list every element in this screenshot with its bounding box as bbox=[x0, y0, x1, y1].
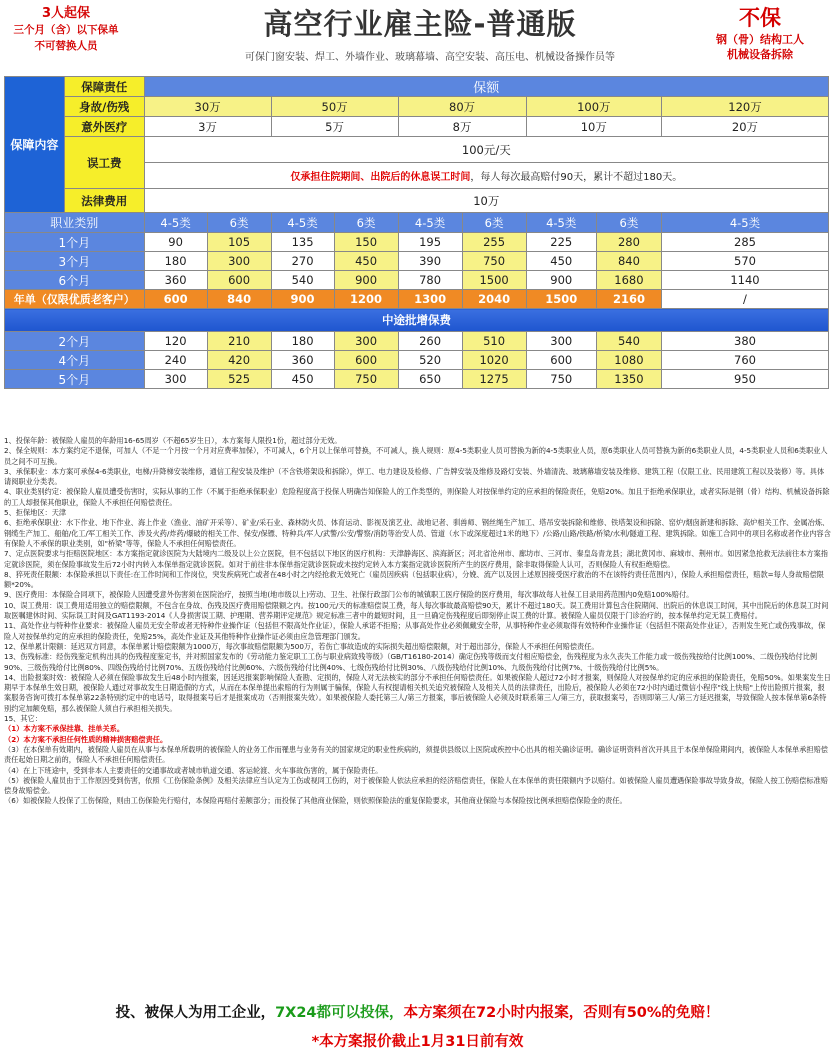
table-row bbox=[5, 370, 829, 389]
price-cell: 270 bbox=[271, 252, 334, 271]
medical-amount-2: 5万 bbox=[271, 117, 398, 137]
table-row bbox=[5, 332, 829, 351]
price-cell: 525 bbox=[207, 370, 271, 389]
price-cell: 260 bbox=[398, 332, 462, 351]
medical-amount-1: 3万 bbox=[144, 117, 271, 137]
price-cell: 135 bbox=[271, 233, 334, 252]
period-label: 3个月 bbox=[5, 252, 145, 271]
note-item: 6、拒绝承保职业：水下作业、地下作业、海上作业（渔业、油矿开采等）、矿业/采石业、森林防火员、体育运动、影视及演艺业、战地记者、驯兽师、钢丝绳生产加工、塔吊安装拆除和维修、铁塔架设和拆除、窑炉/烟囱新建和拆除、高炉相关工作、金属冶炼、钢缆生产加工、船舶/化工/军工相关工作、涉及火药/炸药/爆破的相关工作、保安/保镖、特种兵/军人/武警/公安/警察/消防等治安人员、管道（水下或深度超过1米的地下）/公路/山路/铁路/桥梁/水利/隧道工程、建筑拆除。如施工合同中的项目名称或者作业内容含有保险人不承保的职业类别，如"桥梁"等等，保险人不承担任何赔偿责任。 bbox=[4, 518, 831, 548]
page-title: 高空行业雇主险-普通版 bbox=[263, 7, 577, 41]
price-cell: 300 bbox=[334, 332, 398, 351]
annual-price-cell: 840 bbox=[207, 290, 271, 309]
price-cell: 540 bbox=[271, 271, 334, 290]
price-cell: 450 bbox=[271, 370, 334, 389]
price-cell: 1680 bbox=[596, 271, 661, 290]
period-label: 2个月 bbox=[5, 332, 145, 351]
lost-wage-note-red: 仅承担住院期间、出院后的休息误工时间 bbox=[290, 172, 471, 183]
footer-notice bbox=[0, 1001, 835, 1022]
price-cell: 360 bbox=[271, 351, 334, 370]
note-item: 14、出险报案时效：被保险人必须在保险事故发生后48小时内报案，因延迟报案影响保险人查勘、定损的，保险人对无法核实的部分不承担任何赔偿责任。如果被保险人超过72小时才报案，则保险人对按保单约定的应承担的保险责任，免赔50%。如果案发生日期早于本保单生效日期，被保险人通过对事故发生日期造假的方式，从而在本保单提出索赔的行为则属于骗保，保险人有权提请相关机关追究被保险人及相关人员的法律责任，出险后，被保险人必须在72小时内通过微信小程序"线上快赔"上传出险照片报案，报案服务咨询可拨打本保单第22条特别约定中的电话号，取得报案号后才是报案成功（否则报案失效）。如果被保险人委托第三人/第三方报案，事后被保险人必须及时联系第三人/第三方，获取报案号，否则即第三人/第三方延迟报案，导致保险人按本保单第6条特别约定加额免赔，那么被保险人须自行承担相关损失。 bbox=[4, 672, 831, 713]
note-item: 4、职业类别约定：被保险人雇员遭受伤害时，实际从事的工作（不属于拒绝承保职业）危险程度高于投保人明确告知保险人的工作类型的，则保险人对按保单约定的应承担的保险责任，免赔20%。加且于拒绝承保职业，或者实际是钢（骨）结构、机械设备拆除的工人却报保其他职业，保险人不承担任何赔偿责任。 bbox=[4, 487, 830, 507]
price-cell: 900 bbox=[334, 271, 398, 290]
price-cell: 300 bbox=[207, 252, 271, 271]
annual-price-cell: 1500 bbox=[526, 290, 596, 309]
note-item: 12、保单累计限额：延迟双方同意，本保单累计赔偿限额为1000万，每次事故赔偿限额为500万，若伤亡事故造成的实际损失超出赔偿限额，对于超出部分，保险人不承担任何赔偿责任。 bbox=[4, 641, 599, 651]
annual-price-cell: / bbox=[661, 290, 828, 309]
price-cell: 750 bbox=[462, 252, 526, 271]
note-item: 5、拒保地区：天津 bbox=[4, 508, 67, 518]
price-cell: 760 bbox=[661, 351, 828, 370]
legal-fee-value: 10万 bbox=[144, 189, 828, 213]
note-item: （1）本方案不承保挂靠、挂单关系。 bbox=[4, 724, 125, 734]
legal-fee-label: 法律费用 bbox=[64, 189, 144, 213]
price-cell: 600 bbox=[526, 351, 596, 370]
note-item: 10、误工费用：误工费用适用独立的赔偿限额，不包含在身故、伤残及医疗费用赔偿限额之内。按100元/天的标准赔偿误工费，每人每次事故最高赔偿90天，累计不超过180天。误工费用计算包含住院期间、出院后的休息误工时间，其中出院后的休息误工时间取医嘱建休时间、实际误工时间及GAT1193-2014《人身损害误工期、护理期、营养期评定规范》规定标准三者中的最短时间，且一旦确定伤残程度后即刻停止误工费的计算。被保险人雇员仅限于门诊治疗的，按本保单约定无误工费赔付。 bbox=[4, 600, 829, 621]
table-row bbox=[5, 351, 829, 370]
price-cell: 150 bbox=[334, 233, 398, 252]
death-amount-4: 100万 bbox=[526, 97, 661, 117]
price-cell: 750 bbox=[334, 370, 398, 389]
note-item: 13、伤残标准：经伤残鉴定机构出具的伤残程度鉴定书，并对照国家发布的《劳动能力鉴定职工工伤与职业病致残等级》（GB/T16180-2014）确定伤残等级而支付相应赔偿金，伤残程度为永久丧失工作能力或一级伤残按给付比例100%、二级伤残给付比例90%、三级伤残给付比例80%、四级伤残给付比例70%、五级伤残给付比例60%、六级伤残给付比例40%、七级伤残给付比例30%、八级伤残给付比例10%、九级伤残给付比例7%、十级伤残给付比例5%。 bbox=[4, 652, 818, 672]
annual-price-cell: 1300 bbox=[398, 290, 462, 309]
lost-wage-note-rest: ，每人每次最高赔付90天，累计不超过180天。 bbox=[470, 172, 683, 183]
annual-price-cell: 1200 bbox=[334, 290, 398, 309]
header-left-conditions bbox=[6, 6, 126, 54]
note-item: 2、保全规则：本方案约定不退保，可加人（不足一个月按一个月对应费率加保），不可减人，6个月以上保单可替换，不可减人，换人规则：原4-5类职业人员可替换为新的4-5类职业人员，原6类职业人员可替换为新的6类职业人员，4-5类职业人员和6类职业人员之间不可互换。 bbox=[4, 446, 828, 466]
price-cell: 180 bbox=[271, 332, 334, 351]
price-cell: 180 bbox=[144, 252, 207, 271]
note-item: （3）在本保单有效期内，被保险人雇员在从事与本保单所载明的被保险人的业务工作而罹患与业务有关的国家规定的职业性疾病的，须提供县级以上医院或疾控中心出具的相关确诊证明。确诊证明资料首次开具且于本保单保险期间内，被保险人本保单承担赔偿责任起始日期之前的，保险人不承担任何赔偿责任。 bbox=[4, 744, 828, 765]
short-policy-label: 三个月（含）以下保单 bbox=[13, 24, 119, 36]
table-row bbox=[5, 252, 829, 271]
min-people-label: 3人起保 bbox=[41, 6, 91, 21]
note-item: 11、高处作业与特种作业要求：被保险人雇员无安全带或者无特种作业操作证（包括但不限高处作业证），保险人承诺不拒赔；从事高处作业必须佩戴安全带，从事特种作业必须取得有效特种作业操作证（包括但不限高处作业证），否则发生死亡或伤残事故，保险人对按保单约定的应承担的保险责任，免赔25%，高处作业证及其他特种作业操作证必须由应急管理部门颁发。 bbox=[4, 621, 826, 641]
pricing-table bbox=[4, 76, 829, 389]
price-cell: 1140 bbox=[661, 271, 828, 290]
footer-24h-note: 7X24都可以投保， bbox=[275, 1005, 404, 1021]
amount-header: 保额 bbox=[144, 77, 828, 97]
note-item: 7、定点医院要求与拒赔医院地区：本方案指定就诊医院为大陆境内二级及以上公立医院，但不包括以下地区的医疗机构：天津静海区、滨海新区；河北省沧州市、廊坊市、三河市、秦皇岛青龙县；湖北黄冈市、麻城市、荆州市。如因紧急抢救无法前往本方案指定就诊医院，须在保险事故发生后72小时内转入本保单指定就诊医院。如对于前往非本保单指定就诊医院或未按约定转入本方案指定就诊医院所产生的医疗费用，除非取得保险人认可，否则保险人有权拒绝赔偿。 bbox=[4, 549, 828, 569]
midterm-title: 中途批增保费 bbox=[5, 309, 829, 332]
price-cell: 255 bbox=[462, 233, 526, 252]
not-covered-label: 不保 bbox=[739, 6, 781, 30]
price-cell: 300 bbox=[144, 370, 207, 389]
note-item: 8、猝死责任限额：本保险承担以下责任:在工作时间和工作岗位，突发疾病死亡或者在48小时之内经抢救无效死亡（雇员因疾病（包括职业病），分娩、流产以及因上述原因接受医疗救治的不在该特约责任范围内），保险人承担赔偿责任，赔款=每人身故赔偿限额*20%。 bbox=[4, 569, 824, 590]
price-cell: 240 bbox=[144, 351, 207, 370]
note-item: 3、承保职业：本方案可承保4-6类职业，电梯/升降梯安装维修，通信工程安装及维护（不含铁塔架设和拆除），焊工、电力建设及检修、广告牌安装及维修及路灯安装、外墙清洗、玻璃幕墙安装及维修、建筑工程（仅限工业、民用建筑工程以及装修）等。具体请阅职业分类表。 bbox=[4, 466, 825, 487]
class-header: 4-5类 bbox=[271, 213, 334, 233]
price-cell: 285 bbox=[661, 233, 828, 252]
price-cell: 360 bbox=[144, 271, 207, 290]
note-item: （4）在上下班途中，受到非本人主要责任的交通事故或者城市轨道交通、客运轮渡、火车事故伤害的，属于保险责任。 bbox=[4, 765, 383, 775]
death-amount-5: 120万 bbox=[661, 97, 828, 117]
death-amount-3: 80万 bbox=[398, 97, 526, 117]
price-cell: 1080 bbox=[596, 351, 661, 370]
annual-label: 年单（仅限优质老客户） bbox=[5, 290, 145, 309]
table-row bbox=[5, 271, 829, 290]
price-cell: 900 bbox=[526, 271, 596, 290]
class-header: 6类 bbox=[462, 213, 526, 233]
price-cell: 210 bbox=[207, 332, 271, 351]
period-label: 4个月 bbox=[5, 351, 145, 370]
table-row bbox=[5, 290, 829, 309]
annual-price-cell: 2160 bbox=[596, 290, 661, 309]
price-cell: 520 bbox=[398, 351, 462, 370]
period-label: 6个月 bbox=[5, 271, 145, 290]
note-item: （5）被保险人雇员由于工作原因受到伤害，依照《工伤保险条例》及相关法律应当认定为工伤或视同工伤的，对于被保险人依法应承担的经济赔偿责任，保险人在本保单的责任限额内予以赔付。如被保险人雇员遭遇保险事故导致身故，保险人按工伤赔偿标准赔偿身故赔偿金。 bbox=[4, 775, 828, 796]
price-cell: 780 bbox=[398, 271, 462, 290]
excluded-job-1: 钢（骨）结构工人 bbox=[716, 33, 804, 46]
annual-price-cell: 900 bbox=[271, 290, 334, 309]
price-cell: 540 bbox=[596, 332, 661, 351]
price-cell: 650 bbox=[398, 370, 462, 389]
death-amount-1: 30万 bbox=[144, 97, 271, 117]
header bbox=[0, 0, 835, 70]
medical-amount-3: 8万 bbox=[398, 117, 526, 137]
footer-report-warning: 本方案须在72小时内报案，否则有50%的免赔！ bbox=[403, 1005, 720, 1021]
note-item: （2）本方案不承担任何性质的精神损害赔偿责任。 bbox=[4, 734, 168, 744]
lost-wage-label: 误工费 bbox=[64, 137, 144, 189]
price-cell: 1020 bbox=[462, 351, 526, 370]
price-cell: 450 bbox=[334, 252, 398, 271]
annual-price-cell: 600 bbox=[144, 290, 207, 309]
price-cell: 750 bbox=[526, 370, 596, 389]
price-cell: 1500 bbox=[462, 271, 526, 290]
price-cell: 420 bbox=[207, 351, 271, 370]
price-cell: 195 bbox=[398, 233, 462, 252]
price-cell: 570 bbox=[661, 252, 828, 271]
medical-label: 意外医疗 bbox=[64, 117, 144, 137]
page-subtitle: 可保门窗安装、焊工、外墙作业、玻璃幕墙、高空安装、高压电、机械设备操作员等 bbox=[245, 52, 615, 63]
lost-wage-value: 100元/天 bbox=[144, 137, 828, 163]
price-cell: 510 bbox=[462, 332, 526, 351]
coverage-col-header: 保障责任 bbox=[64, 77, 144, 97]
price-cell: 600 bbox=[334, 351, 398, 370]
class-header: 6类 bbox=[596, 213, 661, 233]
annual-price-cell: 2040 bbox=[462, 290, 526, 309]
price-cell: 120 bbox=[144, 332, 207, 351]
excluded-job-2: 机械设备拆除 bbox=[727, 48, 793, 61]
price-cell: 90 bbox=[144, 233, 207, 252]
price-cell: 390 bbox=[398, 252, 462, 271]
terms-notes bbox=[4, 436, 831, 807]
death-amount-2: 50万 bbox=[271, 97, 398, 117]
class-header: 4-5类 bbox=[398, 213, 462, 233]
footer-employer-note: 投、被保人为用工企业， bbox=[115, 1005, 276, 1021]
price-cell: 840 bbox=[596, 252, 661, 271]
price-cell: 280 bbox=[596, 233, 661, 252]
lost-wage-note bbox=[144, 163, 828, 189]
price-cell: 950 bbox=[661, 370, 828, 389]
coverage-section-label: 保障内容 bbox=[5, 77, 65, 213]
death-disability-label: 身故/伤残 bbox=[64, 97, 144, 117]
price-cell: 1350 bbox=[596, 370, 661, 389]
note-item: 1、投保年龄：被保险人雇员的年龄用16-65周岁（不超65岁生日），本方案每人限投1份，超过部分无效。 bbox=[4, 436, 342, 445]
table-row bbox=[5, 233, 829, 252]
medical-amount-5: 20万 bbox=[661, 117, 828, 137]
price-cell: 105 bbox=[207, 233, 271, 252]
medical-amount-4: 10万 bbox=[526, 117, 661, 137]
period-label: 1个月 bbox=[5, 233, 145, 252]
price-cell: 1275 bbox=[462, 370, 526, 389]
price-cell: 225 bbox=[526, 233, 596, 252]
class-header: 6类 bbox=[334, 213, 398, 233]
job-class-label: 职业类别 bbox=[5, 213, 145, 233]
price-cell: 300 bbox=[526, 332, 596, 351]
price-cell: 450 bbox=[526, 252, 596, 271]
note-item: 15、其它： bbox=[4, 714, 42, 724]
no-replace-label: 不可替换人员 bbox=[34, 40, 98, 52]
class-header: 4-5类 bbox=[661, 213, 828, 233]
class-header: 4-5类 bbox=[144, 213, 207, 233]
class-header: 4-5类 bbox=[526, 213, 596, 233]
period-label: 5个月 bbox=[5, 370, 145, 389]
footer-validity: *本方案报价截止1月31日前有效 bbox=[311, 1034, 524, 1050]
price-cell: 380 bbox=[661, 332, 828, 351]
class-header: 6类 bbox=[207, 213, 271, 233]
header-right-exclusions bbox=[690, 4, 830, 62]
note-item: （6）如被保险人投保了工伤保险，则由工伤保险先行赔付，本保险再赔付差额部分；而投保了其他商业保险，则依照保险法的重复保险要求，其他商业保险与本保险按比例承担赔偿保险金的责任。 bbox=[4, 796, 627, 806]
note-item: 9、医疗费用：本保险合同项下，被保险人因遭受意外伤害须在医院治疗，按照当地(地市级以上)劳动、卫生、社保行政部门公布的城镇职工医疗保险的医疗费用，每次事故每人社保工目录用药范围内0免赔100%赔付。 bbox=[4, 590, 694, 600]
price-cell: 600 bbox=[207, 271, 271, 290]
